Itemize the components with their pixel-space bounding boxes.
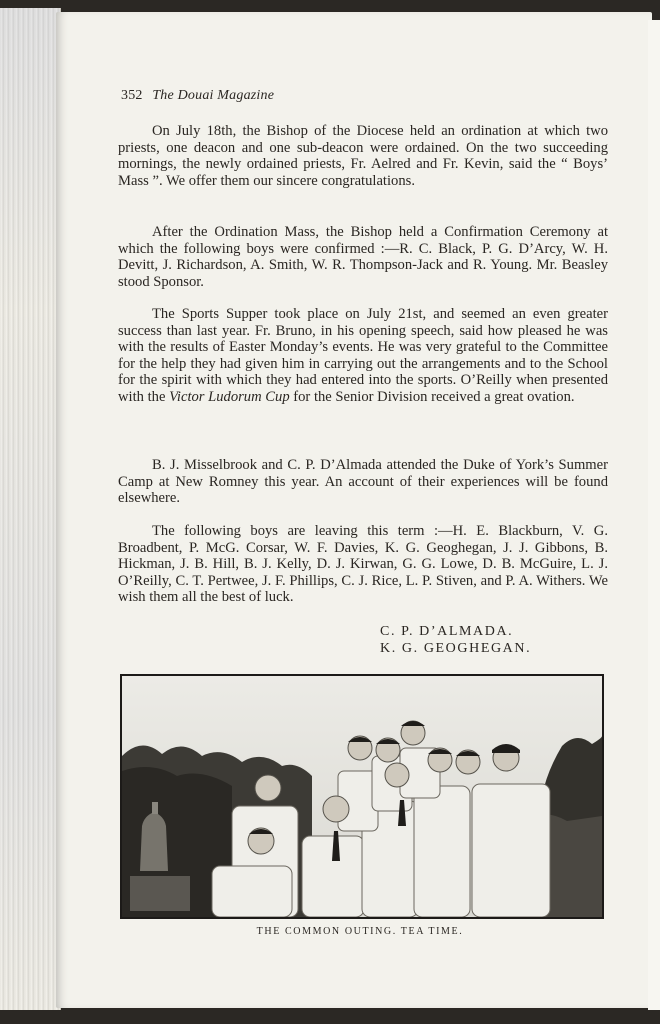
paragraph-text: The following boys are leaving this term :—H. E. Blackburn, V. G. Broadbent, P. McG. Corsar, W. F. Davies, K. G. Geoghegan, J. J. Gibbons, B. Hickman, J. B. Hill, B. J. Kelly, D. J. Kirwan, G. G. Lowe, D. B. McGuire, L. J. O’Reilly, C. T. Pertwee, J. F. Phillips, C. J. Rice, L. P. Stiven, and P. A. Withers. We wish them all the best of luck. [118, 523, 608, 606]
paragraph-text: After the Ordination Mass, the Bishop held a Confirmation Ceremony at which the following boys were confirmed :—R. C. Black, P. G. D’Arcy, W. H. Devitt, J. Richardson, A. Smith, W. R. Thompson-Jack and R. Young. Mr. Beasley stood Sponsor. [118, 224, 608, 290]
page-right-edge [648, 20, 660, 1010]
paragraph-text: On July 18th, the Bishop of the Diocese held an ordination at which two priests, one deacon and one sub-deacon were ordained. On the two succeeding mornings, the newly ordained priests, Fr. Aelred and Fr. Kevin, said the “ Boys’ Mass ”. We offer them our sincere congratulations. [118, 123, 608, 189]
signature-geoghegan: K. G. GEOGHEGAN. [380, 641, 532, 656]
book-bottom-band [0, 1010, 660, 1024]
paragraph-text: B. J. Misselbrook and C. P. D’Almada attended the Duke of York’s Summer Camp at New Romney this year. An account of their experiences will be found elsewhere. [118, 457, 608, 507]
leaving-paragraph [118, 523, 608, 606]
page-number: 352 [121, 88, 143, 103]
magazine-title: The Douai Magazine [152, 88, 275, 103]
sports-supper-paragraph [118, 306, 608, 406]
confirmation-paragraph [118, 224, 608, 290]
camp-paragraph [118, 457, 608, 507]
paragraph-text [118, 306, 608, 406]
sports-text-before: The Sports Supper took place on July 21st, and seemed an even greater success than last year. Fr. Bruno, in his opening speech, said how pleased he was with the results of Easter Monday’s events. He was very grateful to the Committee for the help they had given him in carrying out the arrangements and to the School for the spirit with which they had entered into the sports. O’Reilly when presented with the [118, 306, 608, 405]
signature-dalmada: C. P. D’ALMADA. [380, 624, 514, 639]
photo-caption: THE COMMON OUTING. TEA TIME. [256, 926, 464, 937]
ordination-paragraph [118, 123, 608, 189]
running-header [121, 88, 274, 104]
cup-name: Victor Ludorum Cup [169, 388, 290, 405]
book-page-edges [0, 8, 61, 1012]
group-photo [120, 674, 604, 919]
sports-text-after: for the Senior Division received a great ovation. [289, 388, 575, 405]
